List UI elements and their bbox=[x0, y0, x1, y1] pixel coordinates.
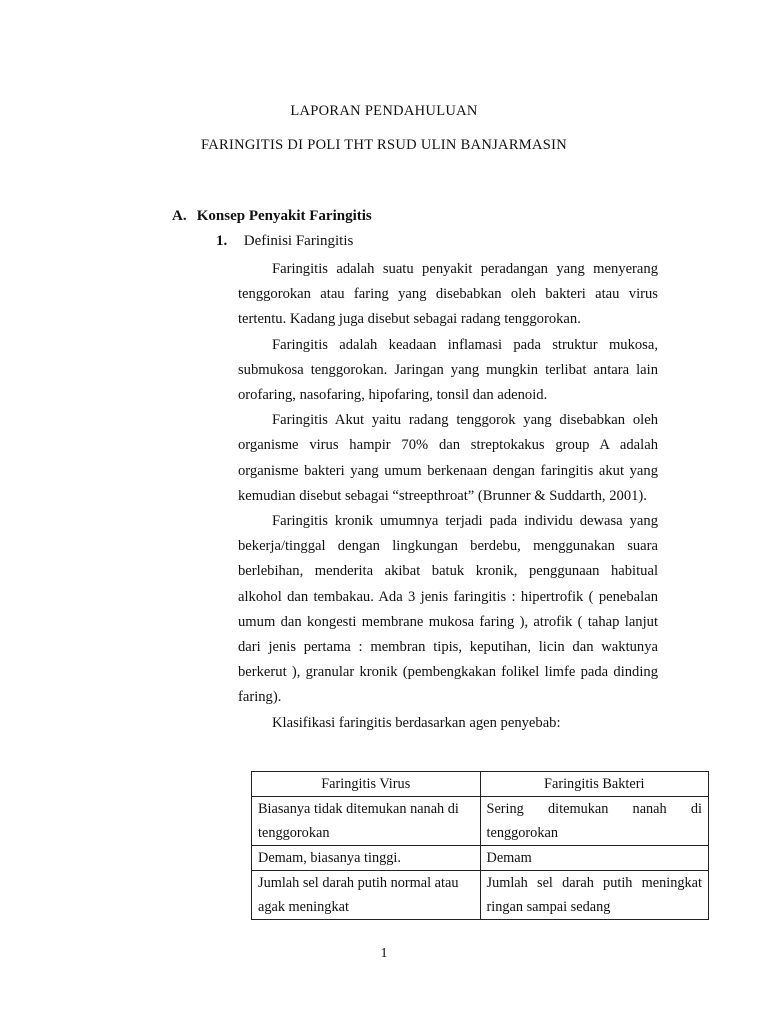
subsection-heading bbox=[216, 233, 353, 250]
table-header-cell: Faringitis Virus bbox=[252, 772, 481, 797]
table-row bbox=[252, 846, 709, 871]
body-text bbox=[238, 257, 658, 736]
document-subtitle: FARINGITIS DI POLI THT RSUD ULIN BANJARMASIN bbox=[200, 137, 568, 153]
section-label: A. bbox=[172, 208, 187, 224]
paragraph: Faringitis adalah suatu penyakit peradangan yang menyerang tenggorokan atau faring yang disebabkan oleh bakteri atau virus tertentu. Kadang juga disebut sebagai radang tenggorokan. bbox=[238, 261, 658, 328]
subsection-number: 1. bbox=[216, 233, 228, 249]
table-row bbox=[252, 797, 709, 846]
table-header-row bbox=[252, 772, 709, 797]
table-row bbox=[252, 871, 709, 920]
paragraph: Klasifikasi faringitis berdasarkan agen penyebab: bbox=[272, 714, 561, 731]
table-cell: Demam, biasanya tinggi. bbox=[252, 846, 481, 871]
table-cell: Sering ditemukan nanah di tenggorokan bbox=[480, 797, 709, 846]
paragraph: Faringitis Akut yaitu radang tenggorok yang disebabkan oleh organisme virus hampir 70% dan streptokakus group A adalah organisme bakteri yang umum berkenaan dengan faringitis akut yang kemudian disebut sebagai “streepthroat” (Brunner & Suddarth, 2001). bbox=[238, 412, 658, 504]
table-cell: Biasanya tidak ditemukan nanah di tenggorokan bbox=[252, 797, 481, 846]
classification-table bbox=[251, 771, 709, 920]
paragraph: Faringitis adalah keadaan inflamasi pada struktur mukosa, submukosa tenggorokan. Jaringan yang mungkin terlibat antara lain orofaring, nasofaring, hipofaring, tonsil dan adenoid. bbox=[238, 336, 658, 404]
subsection-title: Definisi Faringitis bbox=[243, 233, 354, 249]
section-title: Konsep Penyakit Faringitis bbox=[196, 208, 372, 224]
table-cell: Demam bbox=[480, 846, 709, 871]
table-header-cell: Faringitis Bakteri bbox=[480, 772, 709, 797]
paragraph: Faringitis kronik umumnya terjadi pada individu dewasa yang bekerja/tinggal dengan lingkungan berdebu, menggunakan suara berlebihan, menderita akibat batuk kronik, penggunaan habitual alkohol dan tembakau. Ada 3 jenis faringitis : hipertrofik ( penebalan umum dan kongesti membrane mukosa faring ), atrofik ( tahap lanjut dari jenis pertama : membran tipis, keputihan, licin dan waktunya berkerut ), granular kronik (pembengkakan folikel limfe pada dinding faring). bbox=[238, 513, 658, 706]
table-cell: Jumlah sel darah putih normal atau agak meningkat bbox=[252, 871, 481, 920]
page-number: 1 bbox=[380, 946, 388, 961]
table-cell: Jumlah sel darah putih meningkat ringan sampai sedang bbox=[480, 871, 709, 920]
document-title: LAPORAN PENDAHULUAN bbox=[290, 103, 478, 119]
section-heading bbox=[172, 208, 372, 225]
